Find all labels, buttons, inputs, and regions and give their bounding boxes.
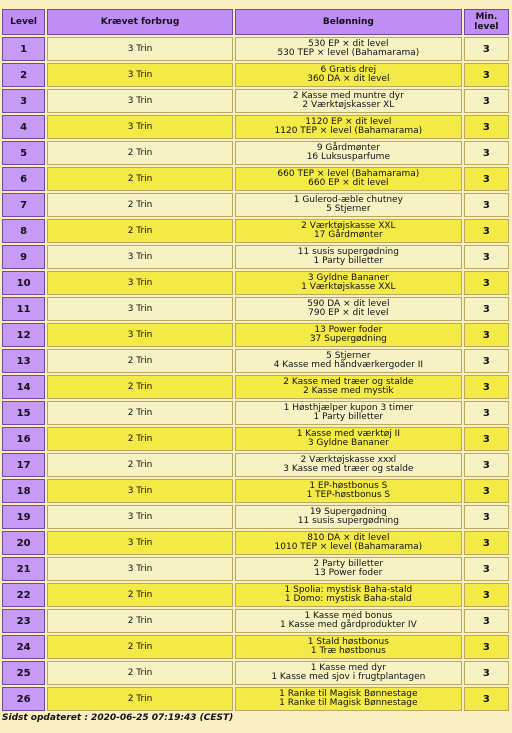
- table-row: [2, 193, 509, 217]
- required-cell: 3 Trin: [47, 323, 233, 347]
- reward-cell: [235, 349, 462, 373]
- required-cell: 2 Trin: [47, 661, 233, 685]
- level-cell: 14: [2, 375, 45, 399]
- reward-cell: [235, 505, 462, 529]
- reward-line-1: 660 TEP × level (Bahamarama): [277, 169, 420, 179]
- last-updated-text: Sidst opdateret : 2020-06-25 07:19:43 (CEST): [2, 713, 234, 723]
- reward-line-1: 9 Gårdmønter: [316, 143, 380, 153]
- level-cell: 1: [2, 37, 45, 61]
- header-level: Level: [2, 9, 45, 35]
- table-row: [2, 635, 509, 659]
- reward-line-2: 3 Kasse med træer og stalde: [283, 464, 414, 474]
- required-cell: 2 Trin: [47, 635, 233, 659]
- min-level-cell: 3: [464, 661, 509, 685]
- required-cell: 3 Trin: [47, 89, 233, 113]
- min-level-cell: 3: [464, 219, 509, 243]
- reward-line-2: 16 Luksusparfume: [306, 152, 390, 162]
- reward-line-2: 1 Party billetter: [313, 412, 384, 422]
- required-cell: 2 Trin: [47, 453, 233, 477]
- min-level-cell: 3: [464, 479, 509, 503]
- reward-line-1: 6 Gratis drej: [320, 65, 377, 75]
- reward-line-2: 1 Kasse med sjov i frugtplantagen: [271, 672, 426, 682]
- table-row: [2, 245, 509, 269]
- table-row: [2, 167, 509, 191]
- level-cell: 23: [2, 609, 45, 633]
- reward-line-1: 2 Party billetter: [313, 559, 384, 569]
- min-level-cell: 3: [464, 193, 509, 217]
- reward-line-1: 590 DA × dit level: [307, 299, 390, 309]
- required-cell: 3 Trin: [47, 271, 233, 295]
- reward-cell: [235, 167, 462, 191]
- reward-line-1: 11 susis supergødning: [297, 247, 399, 257]
- rewards-table: [0, 7, 511, 713]
- table-row: [2, 479, 509, 503]
- level-cell: 17: [2, 453, 45, 477]
- min-level-cell: 3: [464, 401, 509, 425]
- required-cell: 3 Trin: [47, 63, 233, 87]
- level-cell: 20: [2, 531, 45, 555]
- table-row: [2, 505, 509, 529]
- table-row: [2, 297, 509, 321]
- header-required: Krævet forbrug: [47, 9, 233, 35]
- table-row: [2, 609, 509, 633]
- level-cell: 19: [2, 505, 45, 529]
- required-cell: 2 Trin: [47, 609, 233, 633]
- table-body: [2, 37, 509, 711]
- reward-line-1: 1120 EP × dit level: [305, 117, 392, 127]
- min-level-cell: 3: [464, 349, 509, 373]
- header-reward: Belønning: [235, 9, 462, 35]
- reward-line-2: 13 Power foder: [314, 568, 383, 578]
- reward-line-1: 530 EP × dit level: [308, 39, 389, 49]
- required-cell: 2 Trin: [47, 219, 233, 243]
- required-cell: 3 Trin: [47, 297, 233, 321]
- reward-line-1: 19 Supergødning: [309, 507, 387, 517]
- reward-cell: [235, 635, 462, 659]
- reward-cell: [235, 427, 462, 451]
- reward-cell: [235, 687, 462, 711]
- reward-line-2: 1 Træ høstbonus: [310, 646, 386, 656]
- reward-cell: [235, 219, 462, 243]
- table-row: [2, 219, 509, 243]
- table-row: [2, 583, 509, 607]
- table-row: [2, 531, 509, 555]
- table-row: [2, 401, 509, 425]
- reward-line-2: 360 DA × dit level: [307, 74, 390, 84]
- min-level-cell: 3: [464, 635, 509, 659]
- level-cell: 9: [2, 245, 45, 269]
- reward-line-1: 1 Ranke til Magisk Bønnestage: [279, 689, 418, 699]
- table-row: [2, 37, 509, 61]
- reward-line-2: 37 Supergødning: [309, 334, 387, 344]
- reward-line-2: 3 Gyldne Bananer: [307, 438, 389, 448]
- reward-line-1: 2 Værktøjskasse XXL: [301, 221, 396, 231]
- required-cell: 2 Trin: [47, 193, 233, 217]
- table-row: [2, 63, 509, 87]
- table-row: [2, 141, 509, 165]
- reward-line-1: 2 Værktøjskasse xxxl: [300, 455, 397, 465]
- table-header-row: [2, 9, 509, 35]
- required-cell: 3 Trin: [47, 557, 233, 581]
- reward-line-2: 11 susis supergødning: [297, 516, 399, 526]
- min-level-cell: 3: [464, 427, 509, 451]
- reward-line-1: 2 Kasse med muntre dyr: [292, 91, 404, 101]
- required-cell: 3 Trin: [47, 479, 233, 503]
- reward-line-2: 4 Kasse med håndværkergoder II: [273, 360, 423, 370]
- reward-line-2: 1 TEP-høstbonus S: [306, 490, 391, 500]
- table-row: [2, 453, 509, 477]
- reward-line-1: 5 Stjerner: [326, 351, 371, 361]
- required-cell: 2 Trin: [47, 401, 233, 425]
- reward-line-2: 1 Domo: mystisk Baha-stald: [284, 594, 412, 604]
- required-cell: 3 Trin: [47, 531, 233, 555]
- reward-cell: [235, 479, 462, 503]
- level-cell: 11: [2, 297, 45, 321]
- min-level-cell: 3: [464, 453, 509, 477]
- min-level-cell: 3: [464, 271, 509, 295]
- min-level-cell: 3: [464, 115, 509, 139]
- min-level-cell: 3: [464, 37, 509, 61]
- reward-line-2: 1120 TEP × level (Bahamarama): [274, 126, 423, 136]
- level-cell: 16: [2, 427, 45, 451]
- level-cell: 12: [2, 323, 45, 347]
- required-cell: 2 Trin: [47, 375, 233, 399]
- table-row: [2, 89, 509, 113]
- reward-line-2: 1 Party billetter: [313, 256, 384, 266]
- reward-line-2: 1 Værktøjskasse XXL: [301, 282, 396, 292]
- table-row: [2, 661, 509, 685]
- reward-line-2: 530 TEP × level (Bahamarama): [277, 48, 420, 58]
- reward-cell: [235, 453, 462, 477]
- reward-line-1: 1 Stald høstbonus: [307, 637, 389, 647]
- min-level-cell: 3: [464, 297, 509, 321]
- required-cell: 2 Trin: [47, 583, 233, 607]
- reward-line-1: 1 Gulerod-æble chutney: [293, 195, 403, 205]
- level-cell: 26: [2, 687, 45, 711]
- level-cell: 24: [2, 635, 45, 659]
- reward-cell: [235, 557, 462, 581]
- min-level-cell: 3: [464, 557, 509, 581]
- min-level-cell: 3: [464, 323, 509, 347]
- reward-line-2: 1010 TEP × level (Bahamarama): [274, 542, 423, 552]
- level-cell: 13: [2, 349, 45, 373]
- reward-cell: [235, 375, 462, 399]
- reward-line-2: 5 Stjerner: [326, 204, 371, 214]
- table-row: [2, 375, 509, 399]
- required-cell: 2 Trin: [47, 167, 233, 191]
- reward-line-2: 2 Værktøjskasser XL: [302, 100, 395, 110]
- level-cell: 8: [2, 219, 45, 243]
- reward-cell: [235, 245, 462, 269]
- reward-line-1: 1 Spolia: mystisk Baha-stald: [284, 585, 413, 595]
- reward-line-1: 2 Kasse med træer og stalde: [283, 377, 414, 387]
- min-level-cell: 3: [464, 583, 509, 607]
- level-cell: 22: [2, 583, 45, 607]
- header-min-level: [464, 9, 509, 35]
- required-cell: 2 Trin: [47, 141, 233, 165]
- reward-cell: [235, 661, 462, 685]
- reward-cell: [235, 193, 462, 217]
- min-level-cell: 3: [464, 167, 509, 191]
- min-level-cell: 3: [464, 141, 509, 165]
- min-level-cell: 3: [464, 609, 509, 633]
- reward-line-1: 1 Høsthjælper kupon 3 timer: [283, 403, 414, 413]
- reward-cell: [235, 609, 462, 633]
- table-row: [2, 323, 509, 347]
- required-cell: 2 Trin: [47, 687, 233, 711]
- reward-cell: [235, 63, 462, 87]
- reward-cell: [235, 141, 462, 165]
- reward-cell: [235, 37, 462, 61]
- reward-line-2: 1 Kasse med gårdprodukter IV: [279, 620, 417, 630]
- reward-line-1: 1 Kasse med værktøj II: [296, 429, 400, 439]
- table-row: [2, 349, 509, 373]
- level-cell: 10: [2, 271, 45, 295]
- level-cell: 25: [2, 661, 45, 685]
- level-cell: 4: [2, 115, 45, 139]
- reward-cell: [235, 323, 462, 347]
- level-cell: 2: [2, 63, 45, 87]
- reward-line-1: 13 Power foder: [314, 325, 383, 335]
- level-cell: 7: [2, 193, 45, 217]
- reward-line-1: 810 DA × dit level: [307, 533, 390, 543]
- min-level-cell: 3: [464, 89, 509, 113]
- required-cell: 2 Trin: [47, 427, 233, 451]
- reward-line-1: 1 Kasse med bonus: [304, 611, 393, 621]
- reward-cell: [235, 115, 462, 139]
- required-cell: 2 Trin: [47, 349, 233, 373]
- reward-line-2: 1 Ranke til Magisk Bønnestage: [279, 698, 418, 708]
- min-level-cell: 3: [464, 687, 509, 711]
- reward-line-1: 3 Gyldne Bananer: [307, 273, 389, 283]
- required-cell: 3 Trin: [47, 115, 233, 139]
- header-min-level-line1: Min.: [475, 12, 498, 22]
- reward-line-1: 1 EP-høstbonus S: [309, 481, 388, 491]
- table-row: [2, 115, 509, 139]
- reward-line-2: 2 Kasse med mystik: [303, 386, 394, 396]
- table-row: [2, 271, 509, 295]
- level-cell: 15: [2, 401, 45, 425]
- level-cell: 18: [2, 479, 45, 503]
- required-cell: 3 Trin: [47, 245, 233, 269]
- reward-cell: [235, 583, 462, 607]
- min-level-cell: 3: [464, 505, 509, 529]
- reward-cell: [235, 271, 462, 295]
- required-cell: 3 Trin: [47, 37, 233, 61]
- reward-cell: [235, 297, 462, 321]
- min-level-cell: 3: [464, 531, 509, 555]
- reward-line-2: 17 Gårdmønter: [313, 230, 383, 240]
- reward-line-1: 1 Kasse med dyr: [310, 663, 386, 673]
- table-row: [2, 687, 509, 711]
- table-row: [2, 557, 509, 581]
- reward-line-2: 790 EP × dit level: [308, 308, 389, 318]
- min-level-cell: 3: [464, 375, 509, 399]
- min-level-cell: 3: [464, 245, 509, 269]
- reward-cell: [235, 531, 462, 555]
- min-level-cell: 3: [464, 63, 509, 87]
- level-cell: 21: [2, 557, 45, 581]
- reward-cell: [235, 401, 462, 425]
- reward-cell: [235, 89, 462, 113]
- table-row: [2, 427, 509, 451]
- level-cell: 6: [2, 167, 45, 191]
- header-min-level-line2: level: [474, 22, 499, 32]
- level-cell: 3: [2, 89, 45, 113]
- required-cell: 3 Trin: [47, 505, 233, 529]
- reward-line-2: 660 EP × dit level: [308, 178, 389, 188]
- level-cell: 5: [2, 141, 45, 165]
